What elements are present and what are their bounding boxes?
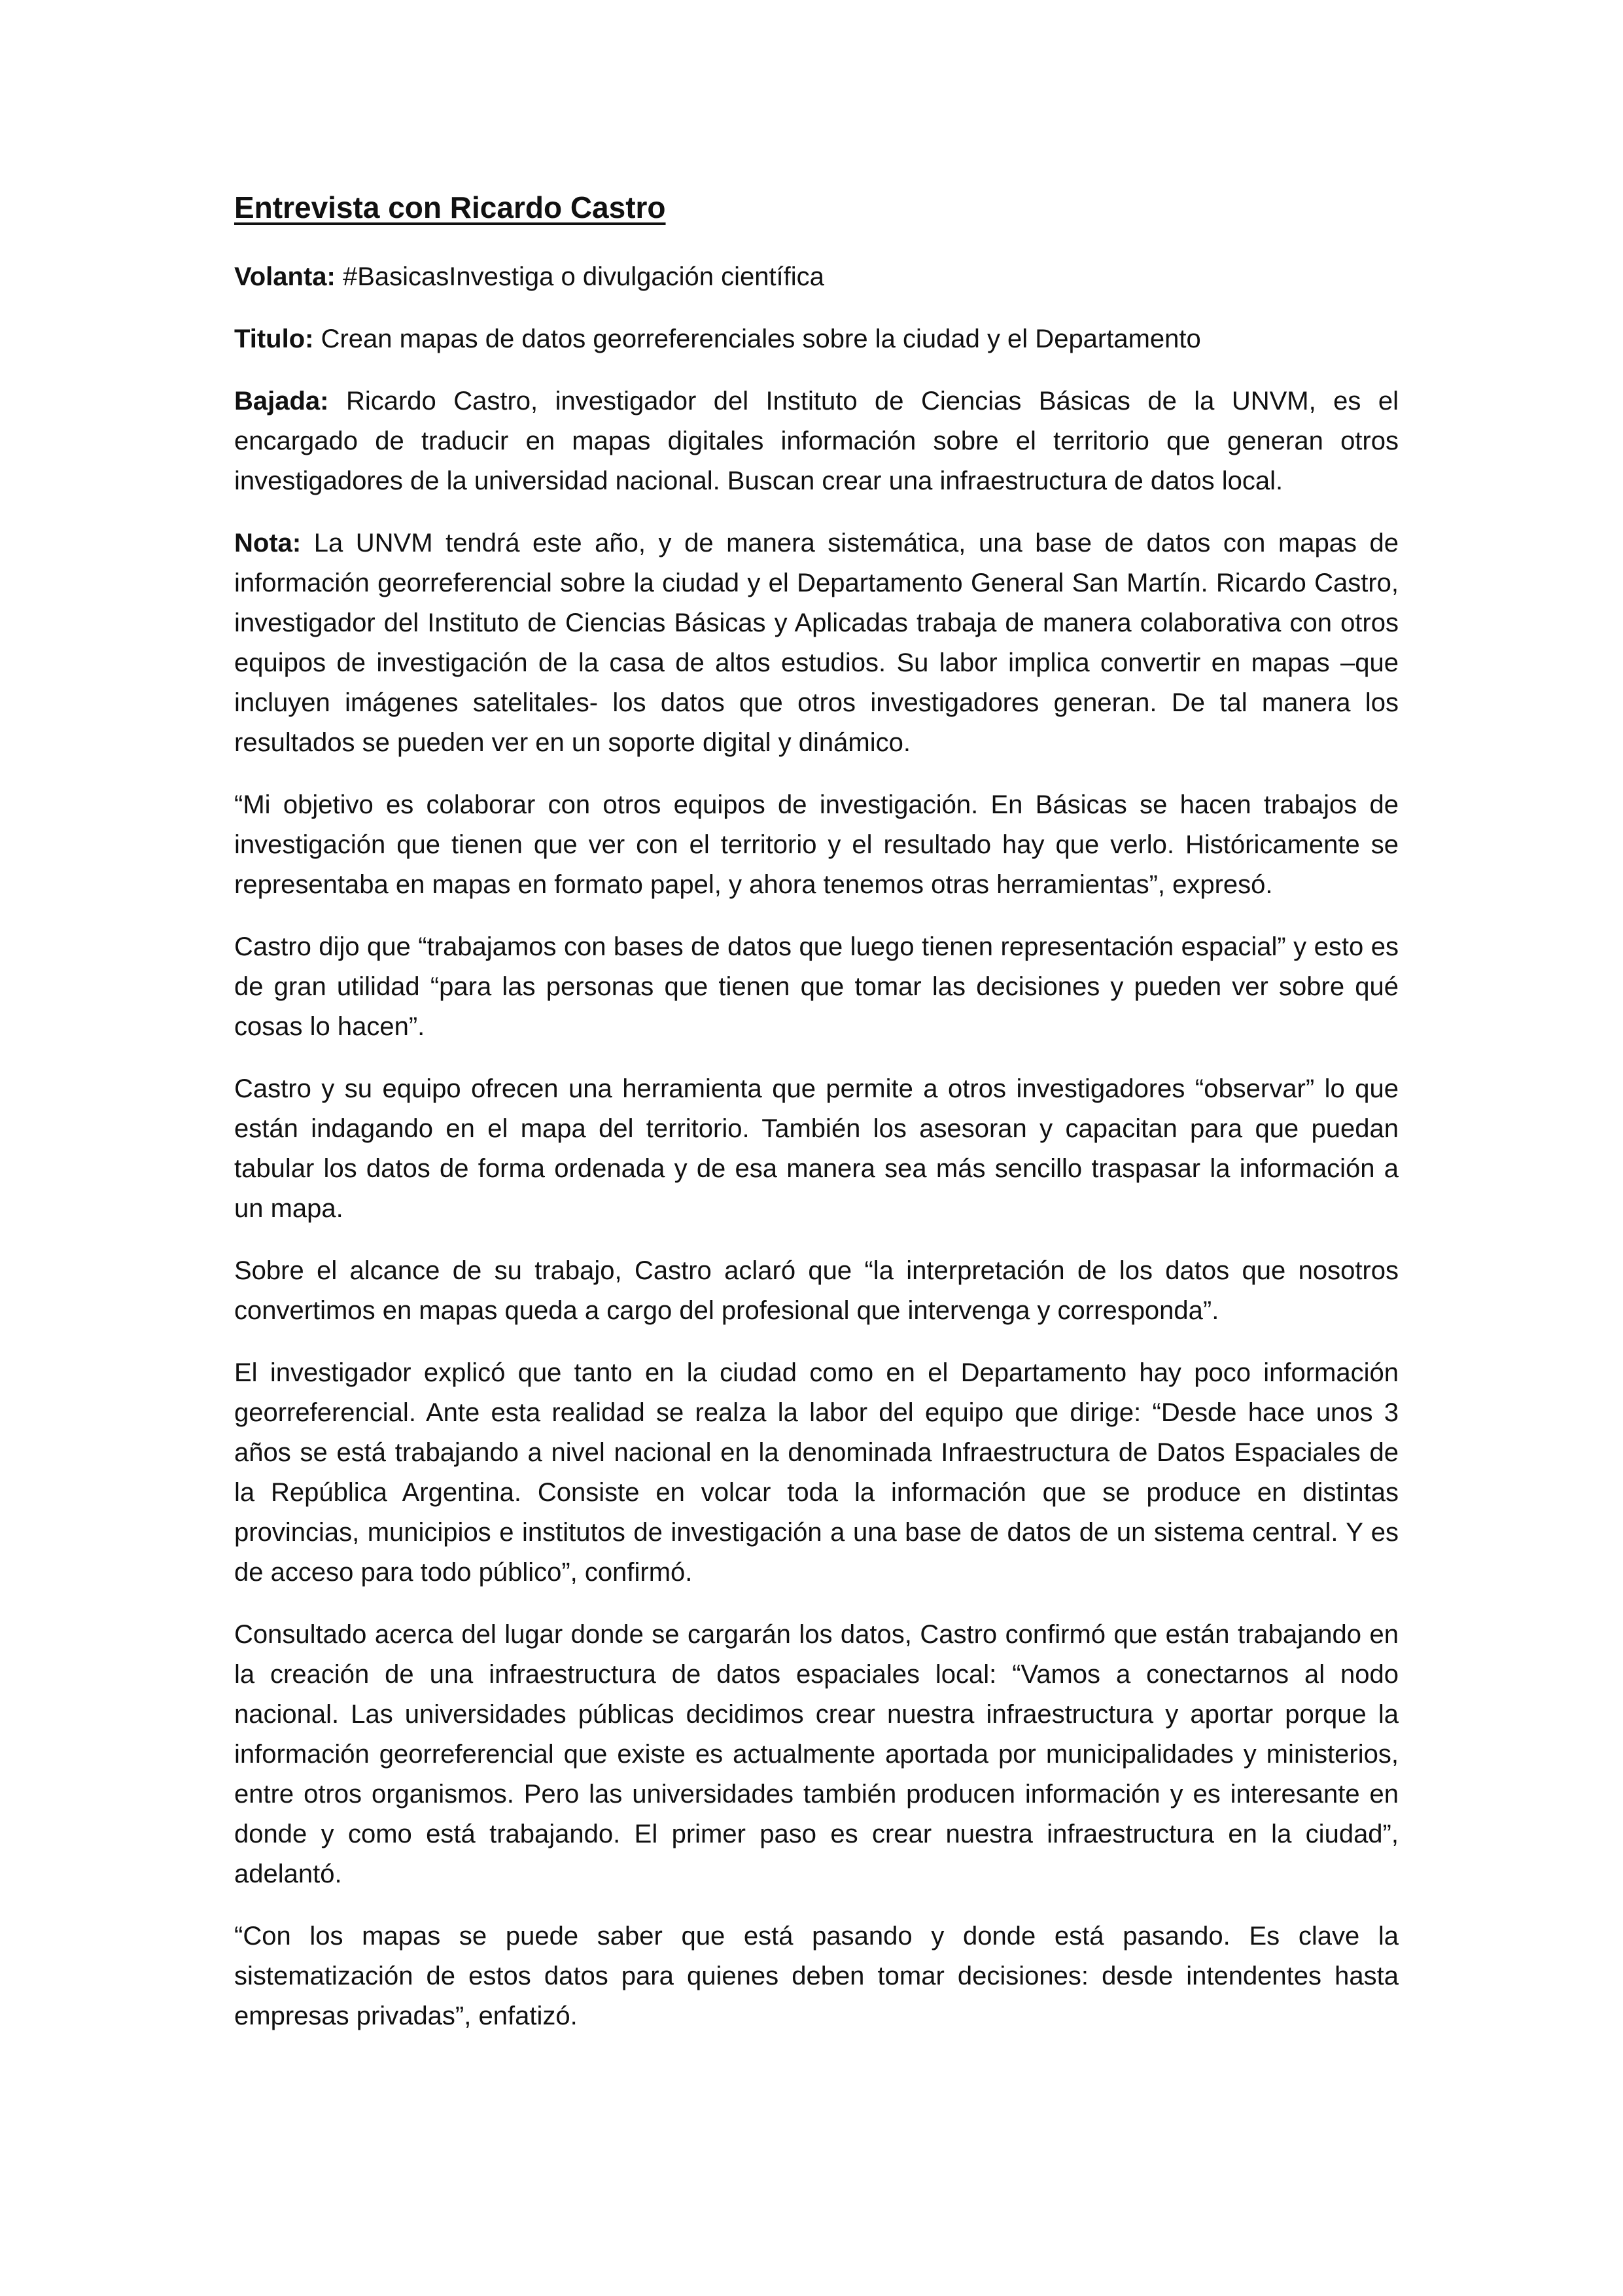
nota-paragraph [234,523,1399,763]
nota-text: La UNVM tendrá este año, y de manera sistemática, una base de datos con mapas de información georreferencial sobre la ciudad y el Departamento General San Martín. Ricardo Castro, investigador del Instituto de Ciencias Básicas y Aplicadas trabaja de manera colaborativa con otros equipos de investigación de la casa de altos estudios. Su labor implica convertir en mapas –que incluyen imágenes satelitales- los datos que otros investigadores generan. De tal manera los resultados se pueden ver en un soporte digital y dinámico. [234,529,1399,758]
volanta-paragraph [234,257,1399,297]
titulo-text: Crean mapas de datos georreferenciales sobre la ciudad y el Departamento [313,325,1201,354]
document-title: Entrevista con Ricardo Castro [234,190,666,224]
titulo-paragraph [234,319,1399,359]
titulo-label: Titulo: [234,325,314,354]
body-paragraph: Consultado acerca del lugar donde se cargarán los datos, Castro confirmó que están trabajando en la creación de una infraestructura de datos espaciales local: “Vamos a conectarnos al nodo nacional. Las universidades públicas decidimos crear nuestra infraestructura y aportar porque la información georreferencial que existe es actualmente aportada por municipalidades y ministerios, entre otros organismos. Pero las universidades también producen información y es interesante en donde y como está trabajando. El primer paso es crear nuestra infraestructura en la ciudad”, adelantó. [234,1620,1399,1889]
body-paragraph: “Mi objetivo es colaborar con otros equipos de investigación. En Básicas se hacen trabajos de investigación que tienen que ver con el territorio y el resultado hay que verlo. Históricamente se representaba en mapas en formato papel, y ahora tenemos otras herramientas”, expresó. [234,790,1399,900]
nota-label: Nota: [234,529,302,558]
volanta-text: #BasicasInvestiga o divulgación científica [335,262,824,292]
body-paragraph: Castro y su equipo ofrecen una herramienta que permite a otros investigadores “observar” lo que están indagando en el mapa del territorio. También los asesoran y capacitan para que puedan tabular los datos de forma ordenada y de esa manera sea más sencillo traspasar la información a un mapa. [234,1074,1399,1224]
bajada-paragraph [234,381,1399,501]
bajada-text: Ricardo Castro, investigador del Instituto de Ciencias Básicas de la UNVM, es el encargado de traducir en mapas digitales información sobre el territorio que generan otros investigadores de la universidad nacional. Buscan crear una infraestructura de datos local. [234,387,1399,496]
body-paragraph: “Con los mapas se puede saber que está pasando y donde está pasando. Es clave la sistematización de estos datos para quienes deben tomar decisiones: desde intendentes hasta empresas privadas”, enfatizó. [234,1922,1399,2031]
document-page [234,190,1399,2058]
bajada-label: Bajada: [234,387,329,416]
body-paragraph: Sobre el alcance de su trabajo, Castro aclaró que “la interpretación de los datos que nosotros convertimos en mapas queda a cargo del profesional que intervenga y corresponda”. [234,1256,1399,1326]
body-paragraph: El investigador explicó que tanto en la ciudad como en el Departamento hay poco información georreferencial. Ante esta realidad se realza la labor del equipo que dirige: “Desde hace unos 3 años se está trabajando a nivel nacional en la denominada Infraestructura de Datos Espaciales de la República Argentina. Consiste en volcar toda la información que se produce en distintas provincias, municipios e institutos de investigación a una base de datos de un sistema central. Y es de acceso para todo público”, confirmó. [234,1358,1399,1587]
body-paragraph: Castro dijo que “trabajamos con bases de datos que luego tienen representación espacial” y esto es de gran utilidad “para las personas que tienen que tomar las decisiones y pueden ver sobre qué cosas lo hacen”. [234,932,1399,1042]
volanta-label: Volanta: [234,262,336,292]
